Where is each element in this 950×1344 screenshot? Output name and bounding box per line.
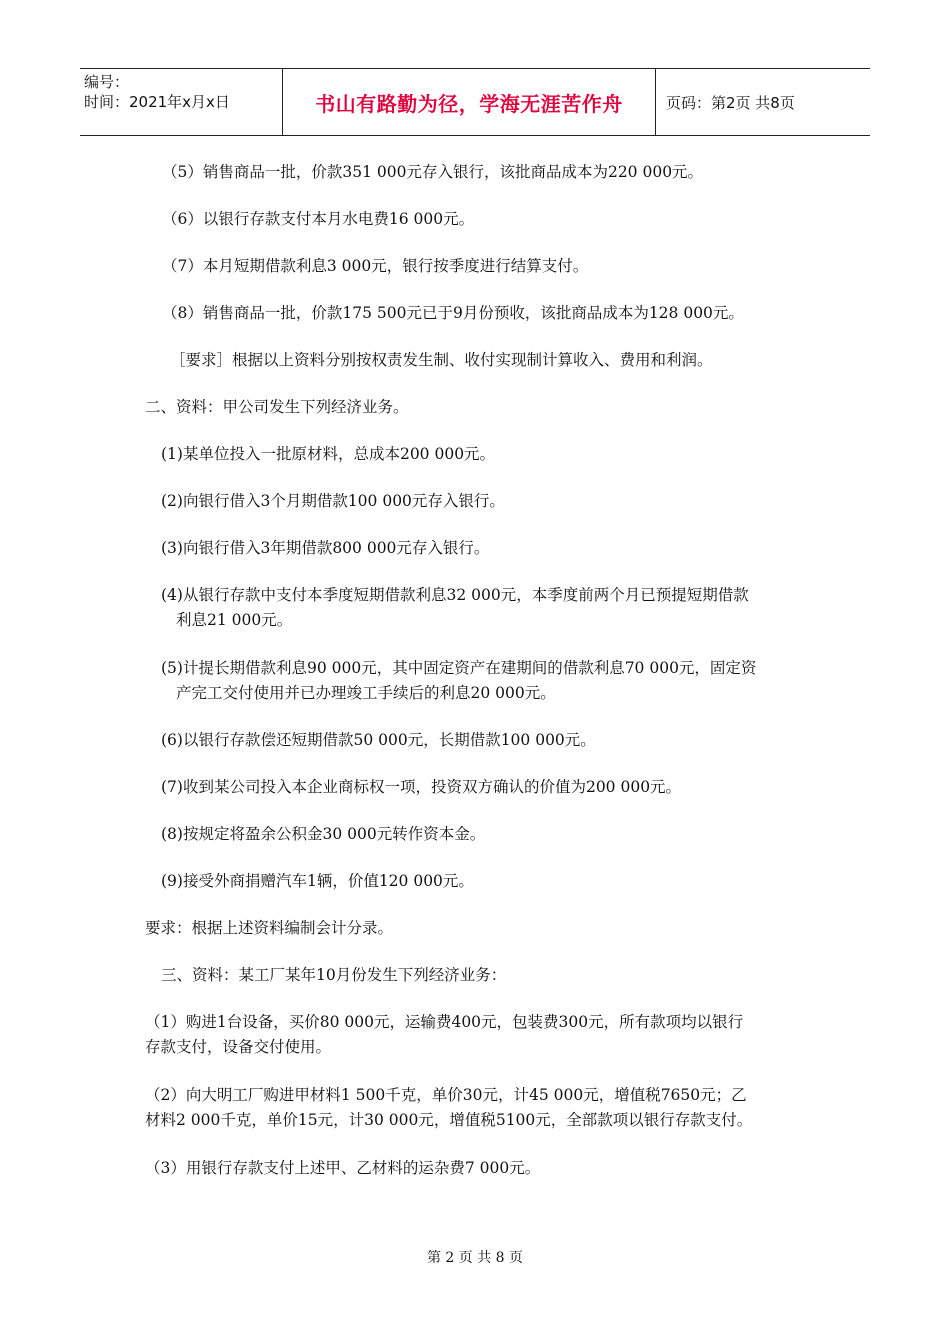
section2-item-8: (8)按规定将盈余公积金30 000元转作资本金。 <box>161 825 486 843</box>
paragraph-item-8: （8）销售商品一批，价款175 500元已于9月份预收，该批商品成本为128 000元。 <box>162 304 744 322</box>
page-footer: 第 2 页 共 8 页 <box>426 1250 524 1266</box>
section2-item-4: (4)从银行存款中支付本季度短期借款利息32 000元，本季度前两个月已预提短期借款 <box>161 586 749 604</box>
document-time: 时间：2021年x月x日 <box>84 93 230 111</box>
section2-item-2: (2)向银行借入3个月期借款100 000元存入银行。 <box>161 492 505 510</box>
header-motto: 书山有路勤为径，学海无涯苦作舟 <box>282 69 656 135</box>
section2-item-5: (5)计提长期借款利息90 000元，其中固定资产在建期间的借款利息70 000元，固定资 <box>161 659 757 677</box>
section2-item-9: (9)接受外商捐赠汽车1辆，价值120 000元。 <box>161 872 474 890</box>
paragraph-requirement-1: ［要求］根据以上资料分别按权责发生制、收付实现制计算收入、费用和利润。 <box>170 351 713 369</box>
section-heading-2: 二、资料：甲公司发生下列经济业务。 <box>145 398 409 416</box>
section2-item-5-cont: 产完工交付使用并已办理竣工手续后的利息20 000元。 <box>176 684 556 702</box>
page-header <box>80 68 870 136</box>
section-heading-3: 三、资料：某工厂某年10月份发生下列经济业务： <box>161 966 507 984</box>
section2-item-7: (7)收到某公司投入本企业商标权一项，投资双方确认的价值为200 000元。 <box>161 778 682 796</box>
section3-item-1: （1）购进1台设备，买价80 000元，运输费400元，包装费300元，所有款项均以银行 <box>145 1013 744 1031</box>
section2-item-6: (6)以银行存款偿还短期借款50 000元，长期借款100 000元。 <box>161 731 596 749</box>
document-number: 编号： <box>84 73 130 91</box>
section3-item-1-cont: 存款支付，设备交付使用。 <box>145 1038 332 1056</box>
paragraph-item-5: （5）销售商品一批，价款351 000元存入银行，该批商品成本为220 000元。 <box>162 163 704 181</box>
paragraph-item-6: （6）以银行存款支付本月水电费16 000元。 <box>162 210 475 228</box>
section3-item-2: （2）向大明工厂购进甲材料1 500千克，单价30元，计45 000元，增值税7650元；乙 <box>145 1086 747 1104</box>
section2-requirement: 要求：根据上述资料编制会计分录。 <box>145 919 394 937</box>
section3-item-3: （3）用银行存款支付上述甲、乙材料的运杂费7 000元。 <box>145 1159 541 1177</box>
paragraph-item-7: （7）本月短期借款利息3 000元，银行按季度进行结算支付。 <box>162 257 589 275</box>
section2-item-3: (3)向银行借入3年期借款800 000元存入银行。 <box>161 539 490 557</box>
section2-item-1: (1)某单位投入一批原材料，总成本200 000元。 <box>161 445 496 463</box>
section2-item-4-cont: 利息21 000元。 <box>176 611 293 629</box>
section3-item-2-cont: 材料2 000千克，单价15元，计30 000元，增值税5100元，全部款项以银行存款支付。 <box>145 1111 753 1129</box>
header-meta <box>80 69 282 135</box>
header-page-number: 页码：第2页 共8页 <box>666 93 795 112</box>
